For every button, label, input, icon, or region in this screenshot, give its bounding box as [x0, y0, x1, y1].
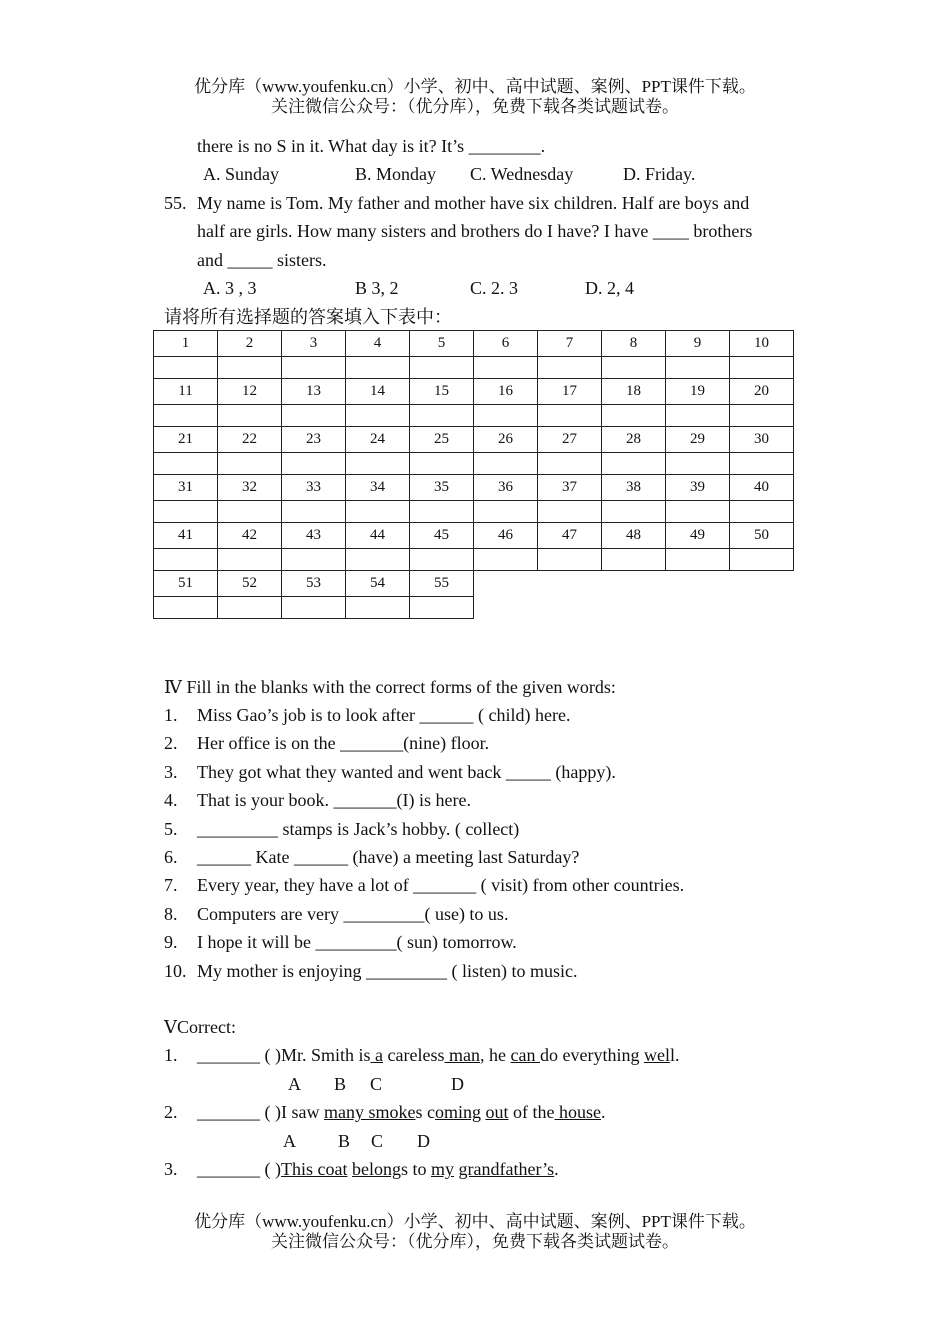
answer-blank: _______ ( ) — [197, 1102, 281, 1122]
q54-option-a: A. Sunday — [203, 164, 279, 184]
answer-input-cell[interactable] — [282, 453, 346, 475]
q54-option-b: B. Monday — [355, 164, 436, 184]
answer-number-cell: 53 — [282, 571, 346, 597]
item-text: I hope it will be _________( sun) tomorrow. — [197, 932, 517, 953]
answer-number-cell: 30 — [730, 427, 794, 453]
answer-input-cell[interactable] — [538, 501, 602, 523]
answer-number-cell: 25 — [410, 427, 474, 453]
answer-number-cell: 24 — [346, 427, 410, 453]
answer-number-cell: 52 — [218, 571, 282, 597]
item-text: Computers are very _________( use) to us. — [197, 903, 509, 924]
answer-input-cell[interactable] — [410, 357, 474, 379]
answer-number-row — [154, 427, 794, 453]
empty-cell — [666, 571, 730, 597]
answer-number-cell: 55 — [410, 571, 474, 597]
answer-input-cell[interactable] — [602, 405, 666, 427]
answer-input-cell[interactable] — [666, 453, 730, 475]
answer-input-cell[interactable] — [730, 549, 794, 571]
header-line-2: 关注微信公众号：（优分库），免费下载各类试题试卷。 — [271, 97, 679, 116]
answer-blank-row — [154, 357, 794, 379]
answer-number-row — [154, 331, 794, 357]
answer-number-cell: 38 — [602, 475, 666, 501]
q55-text-1: My name is Tom. My father and mother have six children. Half are boys and — [197, 193, 750, 213]
answer-input-cell[interactable] — [282, 597, 346, 619]
correct-q2-sentence — [197, 1100, 606, 1124]
text-part: s to — [400, 1159, 431, 1179]
underlined-d: wel — [643, 1045, 670, 1065]
answer-number-cell: 50 — [730, 523, 794, 549]
answer-number-cell: 32 — [218, 475, 282, 501]
answer-number-cell: 39 — [666, 475, 730, 501]
answer-number-cell: 4 — [346, 331, 410, 357]
answer-number-cell: 17 — [538, 379, 602, 405]
answer-number-cell: 28 — [602, 427, 666, 453]
answer-input-cell[interactable] — [346, 357, 410, 379]
answer-input-cell[interactable] — [154, 453, 218, 475]
answer-number-cell: 41 — [154, 523, 218, 549]
footer-line-2: 关注微信公众号：（优分库），免费下载各类试题试卷。 — [271, 1232, 679, 1251]
answer-number-cell: 21 — [154, 427, 218, 453]
q55-option-c: C. 2. 3 — [470, 278, 519, 298]
underlined-c: out — [485, 1102, 509, 1122]
answer-number-cell: 46 — [474, 523, 538, 549]
answer-input-cell[interactable] — [474, 453, 538, 475]
empty-cell — [730, 571, 794, 597]
answer-input-cell[interactable] — [602, 453, 666, 475]
item-number: 8. — [164, 903, 178, 924]
text-part: Mr. Smith is — [281, 1045, 371, 1065]
answer-input-cell[interactable] — [474, 501, 538, 523]
item-text: _________ stamps is Jack’s hobby. ( collect) — [197, 818, 520, 839]
q55-text-2: half are girls. How many sisters and brothers do I have? I have ____ brothers — [197, 221, 753, 241]
item-text: ______ Kate ______ (have) a meeting last Saturday? — [197, 847, 580, 867]
answer-input-cell[interactable] — [410, 597, 474, 619]
answer-number-row — [154, 523, 794, 549]
answer-input-cell[interactable] — [346, 549, 410, 571]
answer-number-cell: 43 — [282, 523, 346, 549]
item-text: That is your book. _______(I) is here. — [197, 790, 471, 811]
item-number: 5. — [164, 818, 178, 839]
answer-input-cell[interactable] — [154, 501, 218, 523]
text-part: careless — [383, 1045, 445, 1065]
answer-number-cell: 18 — [602, 379, 666, 405]
underlined-a: many smoke — [324, 1102, 416, 1122]
text-part: . — [601, 1102, 606, 1122]
text-part: s c — [415, 1102, 435, 1122]
answer-input-cell[interactable] — [346, 597, 410, 619]
empty-cell — [730, 597, 794, 619]
answer-blank-row — [154, 453, 794, 475]
header-line-1: 优分库（www.youfenku.cn）小学、初中、高中试题、案例、PPT课件下载。 — [194, 77, 756, 96]
q55-text-3: and _____ sisters. — [197, 250, 327, 270]
underlined-a: a — [370, 1045, 384, 1065]
answer-number-cell: 13 — [282, 379, 346, 405]
item-number: 6. — [164, 847, 178, 867]
letter-d: D — [417, 1131, 430, 1151]
answer-input-cell[interactable] — [346, 405, 410, 427]
item-number: 4. — [164, 790, 178, 811]
correct-q1-sentence — [197, 1043, 679, 1067]
answer-number-cell: 54 — [346, 571, 410, 597]
answer-input-cell[interactable] — [154, 549, 218, 571]
answer-input-cell[interactable] — [282, 549, 346, 571]
answer-input-cell[interactable] — [538, 549, 602, 571]
answer-input-cell[interactable] — [282, 405, 346, 427]
item-text: They got what they wanted and went back _____ (happy). — [197, 761, 616, 782]
answer-input-cell[interactable] — [602, 549, 666, 571]
answer-input-cell[interactable] — [666, 357, 730, 379]
answer-number-cell: 33 — [282, 475, 346, 501]
answer-input-cell[interactable] — [154, 357, 218, 379]
answer-number-cell: 1 — [154, 331, 218, 357]
answer-input-cell[interactable] — [538, 357, 602, 379]
letter-b: B — [338, 1131, 351, 1151]
q55-option-d: D. 2, 4 — [585, 278, 634, 298]
footer-line-1: 优分库（www.youfenku.cn）小学、初中、高中试题、案例、PPT课件下载。 — [194, 1212, 756, 1231]
answer-input-cell[interactable] — [410, 501, 474, 523]
text-part: l. — [669, 1045, 680, 1065]
text-part: , he — [480, 1045, 511, 1065]
answer-input-cell[interactable] — [218, 597, 282, 619]
answer-number-cell: 36 — [474, 475, 538, 501]
answer-input-cell[interactable] — [730, 501, 794, 523]
answer-input-cell[interactable] — [474, 549, 538, 571]
answer-blank: _______ ( ) — [197, 1045, 281, 1065]
correct-q2-number: 2. — [164, 1102, 178, 1122]
answer-number-cell: 20 — [730, 379, 794, 405]
q55-number: 55. — [164, 193, 187, 213]
answer-input-cell[interactable] — [282, 357, 346, 379]
answer-input-cell[interactable] — [730, 405, 794, 427]
q54-option-c: C. Wednesday — [470, 164, 574, 184]
answer-number-cell: 44 — [346, 523, 410, 549]
answer-input-cell[interactable] — [346, 453, 410, 475]
answer-number-cell: 10 — [730, 331, 794, 357]
empty-cell — [538, 597, 602, 619]
answer-input-cell[interactable] — [474, 405, 538, 427]
table-title: 请将所有选择题的答案填入下表中： — [164, 307, 452, 327]
answer-input-cell[interactable] — [538, 405, 602, 427]
answer-number-cell: 8 — [602, 331, 666, 357]
answer-input-cell[interactable] — [218, 549, 282, 571]
empty-cell — [474, 571, 538, 597]
answer-number-cell: 48 — [602, 523, 666, 549]
answer-input-cell[interactable] — [538, 453, 602, 475]
item-number: 7. — [164, 875, 178, 896]
correct-q3-sentence — [197, 1157, 559, 1181]
item-text: Her office is on the _______(nine) floor. — [197, 733, 490, 754]
answer-number-cell: 47 — [538, 523, 602, 549]
empty-cell — [602, 571, 666, 597]
section5-title: ⅤCorrect: — [164, 1017, 236, 1037]
q54-option-d: D. Friday. — [623, 164, 696, 184]
answer-number-cell: 11 — [154, 379, 218, 405]
answer-input-cell[interactable] — [602, 357, 666, 379]
answer-input-cell[interactable] — [218, 357, 282, 379]
underlined-c: can — [510, 1045, 540, 1065]
item-number: 2. — [164, 733, 178, 754]
answer-number-cell: 26 — [474, 427, 538, 453]
answer-blank: _______ ( ) — [197, 1159, 281, 1179]
q55-option-a: A. 3 , 3 — [203, 278, 257, 298]
answer-number-cell: 14 — [346, 379, 410, 405]
empty-cell — [538, 571, 602, 597]
answer-blank-row — [154, 549, 794, 571]
answer-input-cell[interactable] — [474, 357, 538, 379]
empty-cell — [474, 597, 538, 619]
answer-input-cell[interactable] — [218, 405, 282, 427]
underlined-c: my — [431, 1159, 455, 1179]
answer-number-cell: 51 — [154, 571, 218, 597]
item-text: Every year, they have a lot of _______ ( visit) from other countries. — [197, 875, 685, 896]
answer-number-cell: 29 — [666, 427, 730, 453]
answer-number-cell: 27 — [538, 427, 602, 453]
answer-input-cell[interactable] — [218, 501, 282, 523]
answer-input-cell[interactable] — [282, 501, 346, 523]
answer-input-cell[interactable] — [410, 549, 474, 571]
item-number: 3. — [164, 761, 178, 782]
text-part: . — [554, 1159, 559, 1179]
underlined-b: man — [444, 1045, 480, 1065]
q55-option-b: B 3, 2 — [355, 278, 399, 298]
letter-a: A — [288, 1074, 301, 1094]
answer-number-row — [154, 475, 794, 501]
answer-input-cell[interactable] — [218, 453, 282, 475]
answer-number-cell: 19 — [666, 379, 730, 405]
answer-input-cell[interactable] — [602, 501, 666, 523]
answer-number-cell: 45 — [410, 523, 474, 549]
answer-number-cell: 42 — [218, 523, 282, 549]
answer-table — [153, 330, 794, 619]
correct-q1-number: 1. — [164, 1045, 178, 1065]
answer-blank-row — [154, 501, 794, 523]
text-part: do everything — [539, 1045, 644, 1065]
answer-input-cell[interactable] — [730, 453, 794, 475]
answer-input-cell[interactable] — [410, 453, 474, 475]
underlined-d: grandfather’s — [458, 1159, 555, 1179]
letter-d: D — [451, 1074, 464, 1094]
q54-text: there is no S in it. What day is it? It’s ________. — [197, 136, 546, 156]
answer-blank-row — [154, 405, 794, 427]
text-part: I saw — [281, 1102, 324, 1122]
page-header — [0, 77, 950, 117]
answer-number-cell: 6 — [474, 331, 538, 357]
answer-number-cell: 9 — [666, 331, 730, 357]
answer-number-cell: 3 — [282, 331, 346, 357]
text-part: of the — [508, 1102, 555, 1122]
item-text: Miss Gao’s job is to look after ______ ( child) here. — [197, 705, 571, 725]
item-number: 1. — [164, 705, 178, 725]
letter-c: C — [371, 1131, 384, 1151]
item-text: My mother is enjoying _________ ( listen) to music. — [197, 960, 578, 981]
answer-number-cell: 12 — [218, 379, 282, 405]
answer-input-cell[interactable] — [666, 549, 730, 571]
answer-input-cell[interactable] — [154, 597, 218, 619]
answer-number-cell: 15 — [410, 379, 474, 405]
answer-input-cell[interactable] — [410, 405, 474, 427]
answer-input-cell[interactable] — [666, 501, 730, 523]
answer-number-row — [154, 379, 794, 405]
empty-cell — [602, 597, 666, 619]
answer-number-cell: 23 — [282, 427, 346, 453]
letter-a: A — [283, 1131, 296, 1151]
letter-c: C — [370, 1074, 383, 1094]
answer-input-cell[interactable] — [154, 405, 218, 427]
underlined-b: belong — [351, 1159, 401, 1179]
letter-b: B — [334, 1074, 347, 1094]
answer-number-cell: 2 — [218, 331, 282, 357]
answer-blank-row — [154, 597, 794, 619]
answer-number-cell: 31 — [154, 475, 218, 501]
answer-input-cell[interactable] — [666, 405, 730, 427]
underlined-b: oming — [435, 1102, 482, 1122]
answer-number-cell: 7 — [538, 331, 602, 357]
answer-number-cell: 16 — [474, 379, 538, 405]
answer-number-row — [154, 571, 794, 597]
answer-number-cell: 22 — [218, 427, 282, 453]
item-number: 10. — [164, 960, 187, 981]
underlined-d: house — [554, 1102, 602, 1122]
underlined-a: This coat — [281, 1159, 348, 1179]
answer-number-cell: 5 — [410, 331, 474, 357]
answer-input-cell[interactable] — [730, 357, 794, 379]
answer-input-cell[interactable] — [346, 501, 410, 523]
item-number: 9. — [164, 932, 178, 953]
section4-title: Ⅳ Fill in the blanks with the correct forms of the given words: — [164, 677, 616, 697]
page-footer — [0, 1212, 950, 1252]
answer-number-cell: 40 — [730, 475, 794, 501]
answer-number-cell: 35 — [410, 475, 474, 501]
empty-cell — [666, 597, 730, 619]
answer-number-cell: 49 — [666, 523, 730, 549]
correct-q3-number: 3. — [164, 1159, 178, 1179]
answer-number-cell: 37 — [538, 475, 602, 501]
answer-number-cell: 34 — [346, 475, 410, 501]
